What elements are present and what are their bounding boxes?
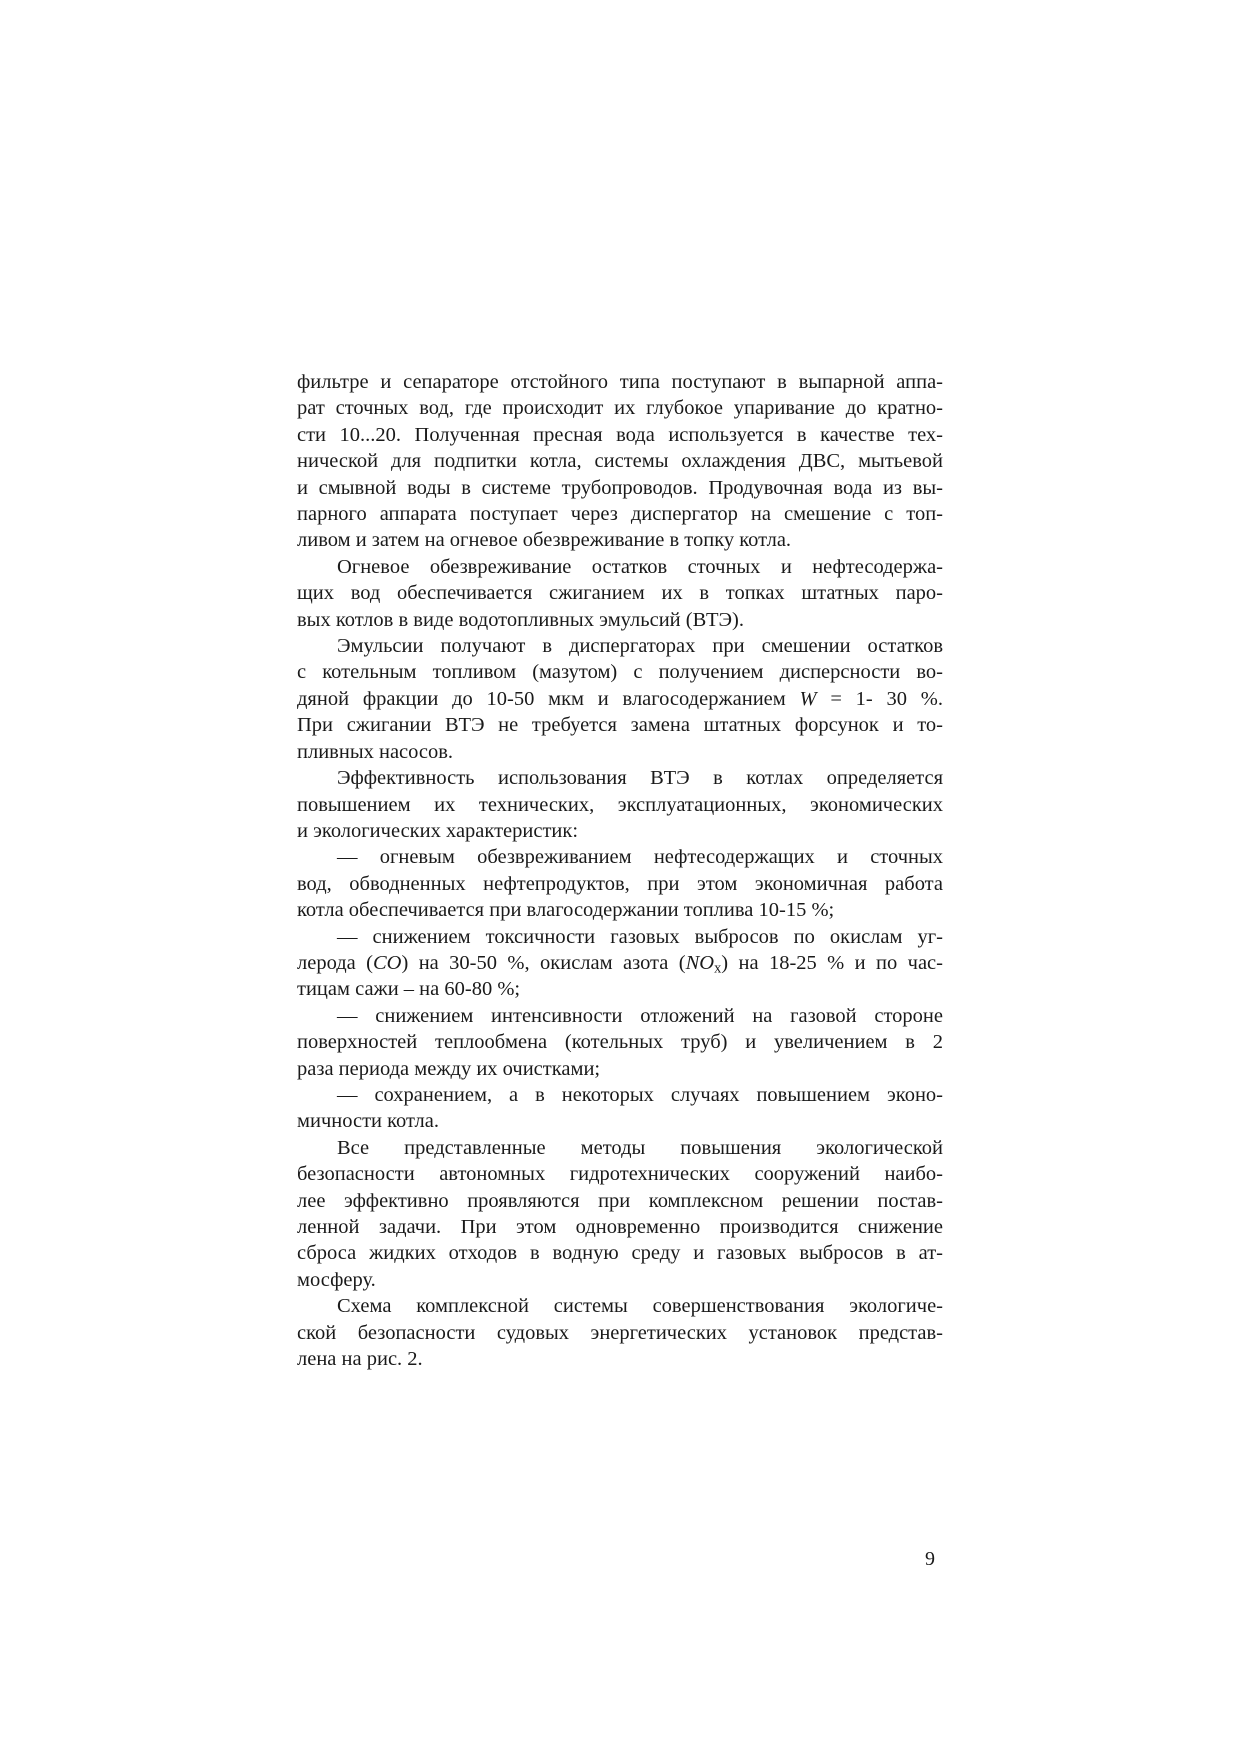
text-line: При сжигании ВТЭ не требуется замена штатных форсунок и то-	[297, 714, 943, 737]
text-line: парного аппарата поступает через диспергатор на смешение с топ-	[297, 503, 943, 526]
text-line: сброса жидких отходов в водную среду и газовых выбросов в ат-	[297, 1242, 943, 1265]
text-line: лерода (CO) на 30-50 %, окислам азота $(NO_x)$ на 18-25 % и по час-	[297, 951, 943, 977]
text-line: фильтре и сепараторе отстойного типа поступают в выпарной аппа-	[297, 371, 943, 393]
text-line: — снижением интенсивности отложений на газовой стороне	[337, 1004, 943, 1027]
text-line: и экологических характеристик:	[297, 819, 579, 842]
text-line: ливом и затем на огневое обезвреживание в топку котла.	[297, 529, 792, 552]
text-line: — снижением токсичности газовых выбросов по окислам уг-	[337, 925, 943, 948]
text-line: вых котлов в виде водотопливных эмульсий (ВТЭ).	[297, 608, 745, 631]
text-line: — огневым обезвреживанием нефтесодержащих и сточных	[337, 846, 943, 869]
text-line: Все представленные методы повышения экологической	[337, 1136, 943, 1159]
text-line: вод, обводненных нефтепродуктов, при этом экономичная работа	[297, 872, 943, 895]
text-line: лее эффективно проявляются при комплексном решении постав-	[297, 1189, 943, 1212]
text-line: и смывной воды в системе трубопроводов. Продувочная вода из вы-	[297, 476, 943, 499]
text-line: дяной фракции до 10-50 мкм и влагосодержанием W = 1- 30 %.	[297, 687, 943, 710]
text-line: лена на рис. 2.	[297, 1348, 423, 1371]
text-line: пливных насосов.	[297, 740, 454, 763]
text-line: Эмульсии получают в диспергаторах при смешении остатков	[337, 635, 943, 658]
text-line: мичности котла.	[297, 1110, 439, 1133]
page-number: 9	[925, 1548, 935, 1570]
text-line: — сохранением, а в некоторых случаях повышением эконо-	[337, 1083, 943, 1106]
text-line: щих вод обеспечивается сжиганием их в топках штатных паро-	[297, 582, 943, 605]
text-line: ленной задачи. При этом одновременно производится снижение	[297, 1216, 943, 1238]
body-text	[297, 369, 943, 1372]
text-line: тицам сажи – на 60-80 %;	[297, 978, 521, 1001]
text-line: поверхностей теплообмена (котельных труб) и увеличением в 2	[297, 1031, 943, 1054]
text-line: котла обеспечивается при влагосодержании топлива 10-15 %;	[297, 899, 835, 922]
text-line: раза периода между их очистками;	[297, 1057, 601, 1080]
text-line: сти 10...20. Полученная пресная вода используется в качестве тех-	[297, 423, 943, 446]
text-line: повышением их технических, эксплуатационных, экономических	[297, 793, 943, 816]
text-line: ской безопасности судовых энергетических установок представ-	[297, 1321, 943, 1344]
text-line: мосферу.	[297, 1268, 376, 1291]
text-line: с котельным топливом (мазутом) с получением дисперсности во-	[297, 661, 943, 684]
text-line: Схема комплексной системы совершенствования экологиче-	[337, 1295, 943, 1318]
text-line: нической для подпитки котла, системы охлаждения ДВС, мытьевой	[297, 450, 943, 473]
text-line: безопасности автономных гидротехнических сооружений наибо-	[297, 1163, 943, 1186]
text-line: рат сточных вод, где происходит их глубокое упаривание до кратно-	[297, 397, 943, 420]
text-line: Огневое обезвреживание остатков сточных и нефтесодержа-	[337, 555, 943, 578]
text-line: Эффективность использования ВТЭ в котлах определяется	[337, 767, 943, 790]
